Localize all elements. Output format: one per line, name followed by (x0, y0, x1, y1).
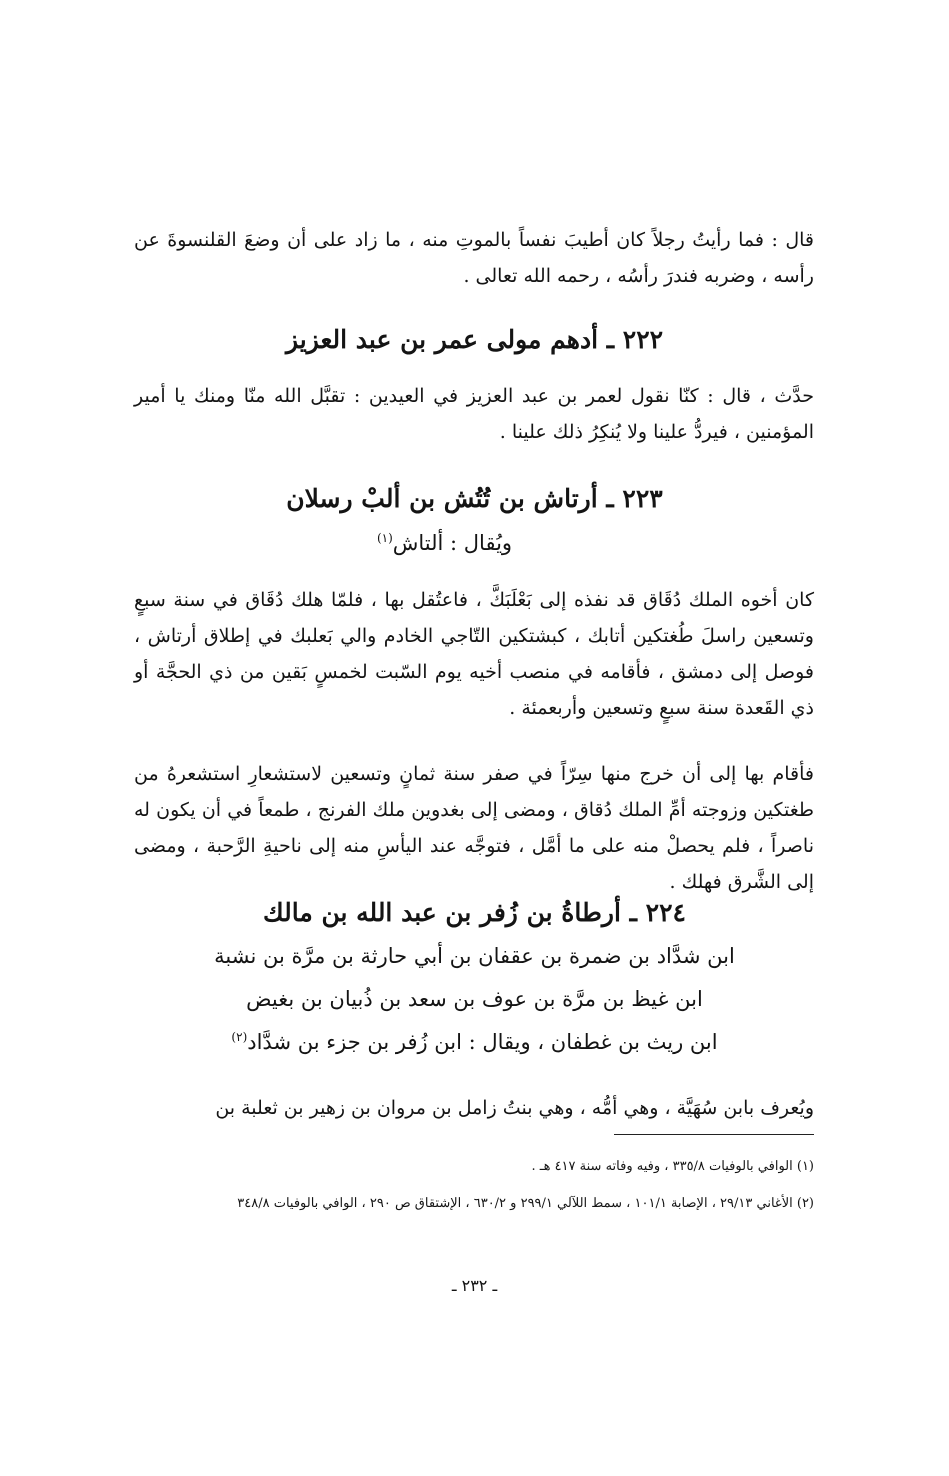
footnote-ref-2: (٢) (231, 1030, 248, 1044)
entry-222-heading: ٢٢٢ ـ أدهم مولى عمر بن عبد العزيز (285, 325, 664, 354)
entry-224-paragraph: ويُعرف بابن سُهَيَّة ، وهي أمُّه ، وهي بنتُ زامل بن مروان بن زهير بن ثعلبة بن (215, 1097, 814, 1119)
footnote-1: (١) الوافي بالوفيات ٣٣٥/٨ ، وفيه وفاته سنة ٤١٧ هـ . (531, 1159, 814, 1174)
entry-222-paragraph: حدَّث ، قال : كنّا نقول لعمر بن عبد العزيز في العيدين : تقبَّل الله منّا ومنك يا أمير المؤمنين ، فيردُّ علينا ولا يُنكِرُ ذلك علينا . (134, 385, 814, 443)
entry-224-lineage-1: ابن شدَّاد بن ضمرة بن عقفان بن أبي حارثة بن مرَّة بن نشبة (214, 944, 735, 968)
entry-224-lineage-2: ابن غيظ بن مرَّة بن عوف بن سعد بن ذُبيان بن بغيض (246, 987, 703, 1011)
entry-224-heading: ٢٢٤ ـ أرطاةُ بن زُفر بن عبد الله بن مالك (263, 898, 686, 927)
footnote-divider (614, 1134, 814, 1135)
page-number: ـ ٢٣٢ ـ (451, 1276, 498, 1295)
entry-224-lineage-3-text: ابن ريث بن غطفان ، ويقال : ابن زُفر بن جزء بن شدَّاد (247, 1030, 718, 1054)
entry-223-heading: ٢٢٣ ـ أرتاش بن تُتُش بن ألبْ رسلان (286, 484, 663, 513)
entry-223-subheading-text: ويُقال : ألتاش (392, 531, 513, 555)
entry-223-paragraph-1: كان أخوه الملك دُقَاق قد نفذه إلى بَعْلَبَكَّ ، فاعتُقل بها ، فلمّا هلك دُقَاق في سنة سبعٍ وتسعين راسلَ طُغتكين أتابك ، كبشتكين التّاجي الخادم والي بَعلبك في إطلاق أرتاش ، فوصل إلى دمشق ، فأقامه في منصب أخيه يوم السّبت لخمسٍ بَقين من ذي الحجَّة أو ذي القَعدة سنة سبعٍ وتسعين وأربعمئة . (134, 589, 814, 719)
entry-223-paragraph-2: فأقام بها إلى أن خرج منها سِرّاً في صفر سنة ثمانٍ وتسعين لاستشعارِ استشعرهُ من طغتكين وزوجته أمِّ الملك دُقاق ، ومضى إلى بغدوين ملك الفرنج ، طمعاً في أن يكون له ناصراً ، فلم يحصلْ منه على ما أمَّل ، فتوجَّه عند اليأسِ منه إلى ناحيةِ الرَّحبة ، ومضى إلى الشَّرق فهلك . (134, 763, 814, 893)
footnote-2: (٢) الأغاني ٢٩/١٣ ، الإصابة ١٠١/١ ، سمط اللآلي ٢٩٩/١ و ٦٣٠/٢ ، الإشتقاق ص ٢٩٠ ، الوافي بالوفيات ٣٤٨/٨ (237, 1196, 814, 1211)
footnote-ref-1: (١) (376, 531, 393, 545)
entry-224-lineage-3 (0, 1027, 949, 1057)
opening-paragraph: قال : فما رأيتُ رجلاً كان أطيبَ نفساً بالموتِ منه ، ما زاد على أن وضعَ القلنسوةَ عن رأسه ، وضربه فندرَ رأسُه ، رحمه الله تعالى . (134, 229, 814, 287)
entry-223-subheading (0, 528, 949, 558)
